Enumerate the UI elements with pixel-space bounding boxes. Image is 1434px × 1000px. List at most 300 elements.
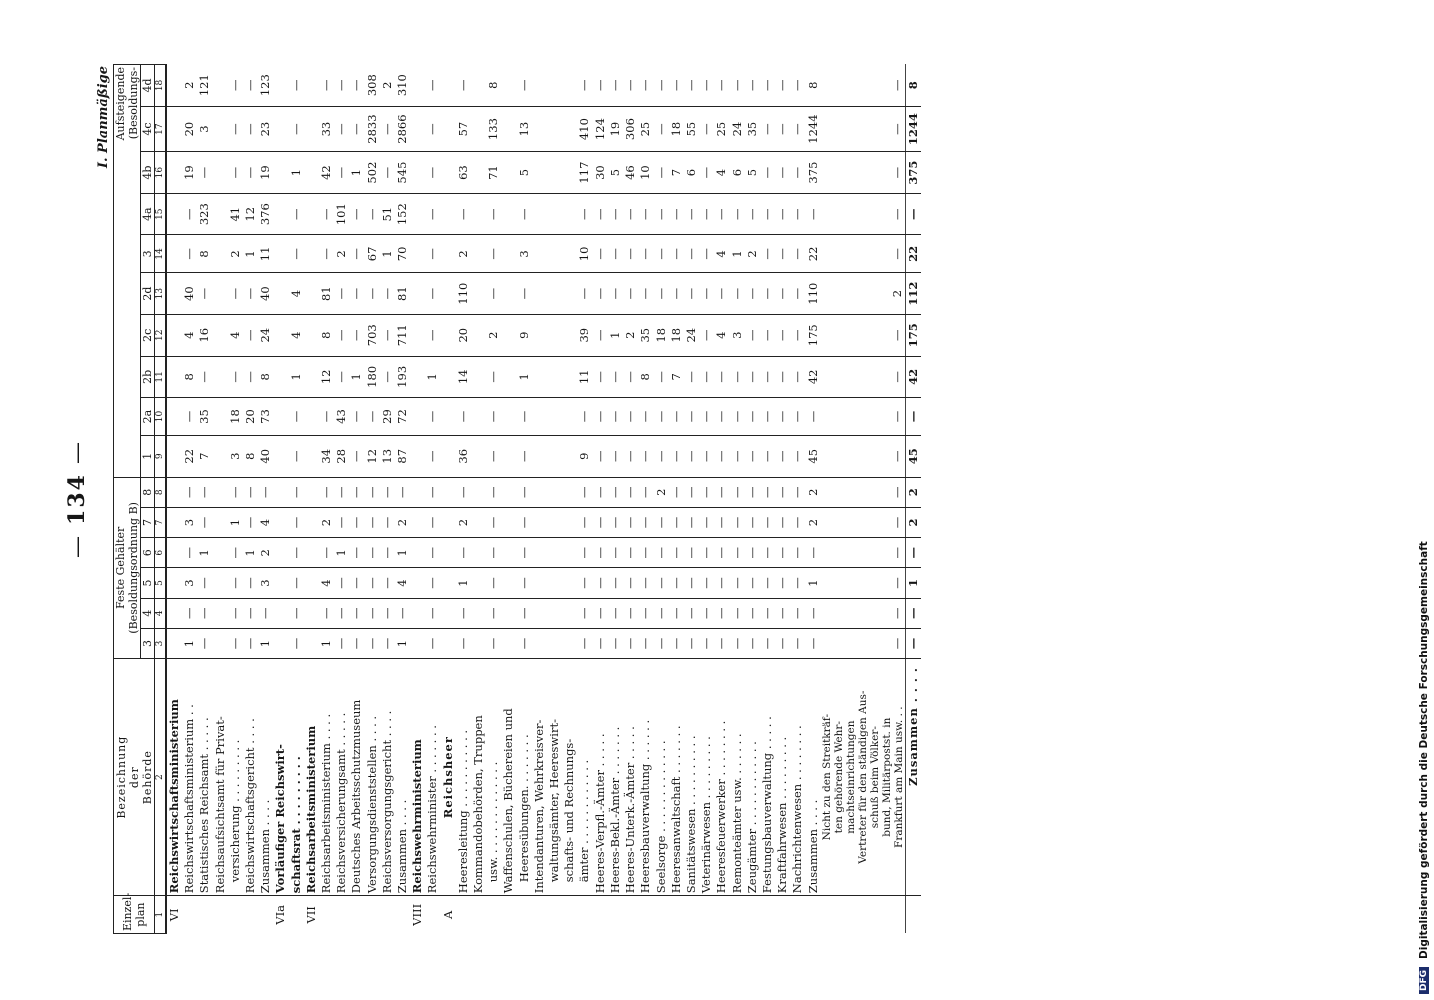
cell-value: — [821,314,906,356]
cell-value: — [334,628,349,658]
cell-value: — [684,568,699,598]
cell-value: 1 [334,538,349,568]
cell-value: 4 [319,568,334,598]
cell-value [501,398,516,436]
plan-number [228,896,243,934]
cell-value: 22 [182,435,197,477]
cell-value: — [273,598,303,628]
cell-value: — [623,193,638,235]
cell-value: 2 [380,65,395,107]
cell-value: — [654,273,669,315]
cell-value [166,538,182,568]
header-column-number: 11 [155,356,167,398]
cell-value: — [517,598,532,628]
cell-value: — [775,628,790,658]
authority-name: Remonteämter usw. . . . . . . [730,659,745,896]
cell-value: — [806,193,821,235]
cell-value [213,356,228,398]
cell-value: — [638,568,653,598]
cell-value: — [638,273,653,315]
plan-number [532,896,547,934]
table-row [182,65,197,934]
cell-value: — [684,477,699,507]
cell-value [441,598,456,628]
cell-value [471,273,486,315]
cell-value: — [623,507,638,537]
cell-value: — [699,235,714,273]
authority-name: Sanitätswesen . . . . . . . . . . [684,659,699,896]
cell-value: — [760,398,775,436]
cell-value: — [775,398,790,436]
cell-value: 101 [334,193,349,235]
cell-value: — [714,477,729,507]
cell-value [501,65,516,107]
cell-value [166,152,182,194]
cell-value: — [608,398,623,436]
cell-value: — [684,273,699,315]
cell-value: — [669,273,684,315]
cell-value: — [623,235,638,273]
header-grade: 3 [141,628,155,658]
cell-value: — [593,628,608,658]
header-grade: 2d [141,273,155,315]
cell-value: — [182,235,197,273]
authority-name: Reichswirtschaftsgericht . . . . [243,659,258,896]
cell-value [501,538,516,568]
cell-value [304,507,319,537]
cell-value: — [730,65,745,107]
cell-value: — [821,106,906,151]
cell-value [562,356,577,398]
cell-value: — [684,628,699,658]
cell-value: 124 [593,106,608,151]
cell-value: — [273,568,303,598]
cell-value: — [714,398,729,436]
cell-value: — [654,356,669,398]
cell-value [532,193,547,235]
cell-value [304,398,319,436]
cell-value: — [638,65,653,107]
cell-value [304,152,319,194]
cell-value: — [243,568,258,598]
cell-value [501,628,516,658]
cell-value: 1 [349,152,364,194]
header-column-number: 3 [155,628,167,658]
cell-value: — [577,273,592,315]
cell-value: — [638,628,653,658]
cell-value [501,435,516,477]
cell-value: — [745,435,760,477]
cell-value: — [699,193,714,235]
cell-value: 117 [577,152,592,194]
plan-number [486,896,501,934]
cell-value: 40 [258,273,273,315]
cell-value: — [790,356,805,398]
cell-value: — [684,598,699,628]
cell-value: 39 [577,314,592,356]
cell-value: 10 [638,152,653,194]
authority-name: Reichsarbeitsministerium [304,659,319,896]
cell-value: — [745,193,760,235]
plan-number [699,896,714,934]
cell-value: 3 [258,568,273,598]
authority-name: Heeres-Verpfl.-Ämter . . . . . [593,659,608,896]
cell-value: — [593,273,608,315]
cell-value [304,273,319,315]
cell-value: — [425,106,440,151]
cell-value: — [380,314,395,356]
authority-name: Kraftfahrwesen . . . . . . . . . [775,659,790,896]
cell-value [532,314,547,356]
cell-value: 3 [730,314,745,356]
header-grade: 4d [141,65,155,107]
cell-value: — [349,65,364,107]
cell-value: — [760,273,775,315]
cell-value: — [365,628,380,658]
cell-value [410,398,425,436]
cell-value: 33 [319,106,334,151]
cell-value [441,568,456,598]
table-row [905,65,921,934]
cell-value: — [425,507,440,537]
table-row [730,65,745,934]
cell-value [532,152,547,194]
cell-value [166,273,182,315]
personnel-table [113,64,921,934]
table-row [577,65,592,934]
table-row [228,65,243,934]
cell-value [562,106,577,151]
cell-value: — [273,398,303,436]
plan-number [243,896,258,934]
cell-value: 42 [806,356,821,398]
header-column-number: 8 [155,477,167,507]
cell-value: 40 [182,273,197,315]
cell-value: — [197,628,212,658]
table-row [654,65,669,934]
cell-value: — [577,398,592,436]
cell-value: — [197,598,212,628]
cell-value: — [821,568,906,598]
plan-number [182,896,197,934]
cell-value [166,193,182,235]
header-grade: 4 [141,598,155,628]
cell-value: 11 [258,235,273,273]
cell-value [471,435,486,477]
cell-value: — [623,598,638,628]
cell-value: — [790,235,805,273]
cell-value: 1 [243,538,258,568]
authority-name: Nachrichtenwesen . . . . . . . . [790,659,805,896]
cell-value: 73 [258,398,273,436]
cell-value: — [486,398,501,436]
cell-value: — [699,106,714,151]
cell-value: 8 [905,65,921,107]
cell-value [471,65,486,107]
cell-value: — [699,568,714,598]
cell-value: 22 [905,235,921,273]
cell-value: — [684,398,699,436]
cell-value: 1 [349,356,364,398]
cell-value [213,152,228,194]
cell-value: 4 [273,314,303,356]
cell-value: 45 [905,435,921,477]
cell-value: 2 [334,235,349,273]
header-column-number: 18 [155,65,167,107]
cell-value: 1 [319,628,334,658]
cell-value: — [365,598,380,628]
cell-value: — [790,538,805,568]
cell-value: 2 [623,314,638,356]
cell-value: — [699,314,714,356]
plan-number [760,896,775,934]
cell-value: — [638,235,653,273]
cell-value [562,435,577,477]
cell-value: — [456,193,471,235]
cell-value [166,398,182,436]
authority-name: Intendanturen, Wehrkreisver- [532,659,547,896]
header-column-number: 6 [155,538,167,568]
plan-number [258,896,273,934]
cell-value: — [319,538,334,568]
table-row [349,65,364,934]
cell-value [547,598,562,628]
cell-value: — [243,65,258,107]
cell-value: 2 [806,507,821,537]
cell-value: — [486,273,501,315]
cell-value: — [745,273,760,315]
cell-value: — [684,507,699,537]
cell-value: 2 [182,65,197,107]
cell-value: 1 [197,538,212,568]
cell-value: — [243,273,258,315]
plan-number [425,896,440,934]
cell-value: — [790,435,805,477]
cell-value: 10 [577,235,592,273]
cell-value: 1244 [905,106,921,151]
cell-value: — [182,398,197,436]
cell-value: 9 [517,314,532,356]
cell-value [471,598,486,628]
cell-value: — [699,356,714,398]
cell-value [501,507,516,537]
plan-number [593,896,608,934]
cell-value: 8 [638,356,653,398]
cell-value: — [760,65,775,107]
cell-value [441,435,456,477]
cell-value: — [593,568,608,598]
cell-value [166,628,182,658]
cell-value: — [745,598,760,628]
cell-value: — [745,398,760,436]
cell-value: 12 [319,356,334,398]
authority-name: Reichswehrministerium [410,659,425,896]
table-row [319,65,334,934]
authority-name: Heeresübungen. . . . . . . . [517,659,532,896]
cell-value [441,398,456,436]
cell-value: — [669,507,684,537]
cell-value [547,235,562,273]
cell-value: 306 [623,106,638,151]
cell-value: 4 [395,568,410,598]
cell-value [166,356,182,398]
cell-value: — [775,507,790,537]
cell-value: — [714,435,729,477]
cell-value: — [806,628,821,658]
cell-value [547,507,562,537]
cell-value: — [243,598,258,628]
cell-value: 4 [182,314,197,356]
cell-value: — [608,598,623,628]
table-row [699,65,714,934]
cell-value [532,568,547,598]
cell-value [304,106,319,151]
cell-value [547,477,562,507]
plan-number: VI [167,908,181,922]
cell-value [441,477,456,507]
cell-value: 4 [714,152,729,194]
cell-value: 20 [243,398,258,436]
cell-value [547,193,562,235]
cell-value: — [425,568,440,598]
cell-value [547,628,562,658]
cell-value: — [654,538,669,568]
cell-value: — [730,435,745,477]
cell-value [166,435,182,477]
table-row [532,65,547,934]
header-column-numbers [155,65,167,934]
cell-value: — [486,568,501,598]
cell-value: — [608,538,623,568]
table-row [410,65,425,934]
cell-value: — [669,628,684,658]
cell-value: — [699,538,714,568]
cell-value: — [699,65,714,107]
cell-value: 2833 [365,106,380,151]
cell-value: — [821,398,906,436]
cell-value: 1 [425,356,440,398]
cell-value: 40 [258,435,273,477]
cell-value: — [258,598,273,628]
cell-value: — [714,507,729,537]
cell-value: 51 [380,193,395,235]
cell-value: 3 [228,435,243,477]
cell-value: — [654,568,669,598]
cell-value [410,628,425,658]
cell-value: — [760,435,775,477]
table-row [456,65,471,934]
cell-value: — [425,314,440,356]
cell-value: — [349,538,364,568]
cell-value: — [714,356,729,398]
cell-value: 8 [319,314,334,356]
cell-value: 1 [182,628,197,658]
cell-value: — [319,398,334,436]
plan-number [821,896,906,934]
cell-value: — [775,356,790,398]
cell-value: — [228,477,243,507]
cell-value [213,65,228,107]
cell-value: 6 [684,152,699,194]
cell-value [304,314,319,356]
cell-value: — [425,398,440,436]
authority-name: Heeres-Bekl.-Ämter . . . . . . . [608,659,623,896]
cell-value [501,106,516,151]
cell-value: — [699,435,714,477]
cell-value: — [319,193,334,235]
table-row [821,65,906,934]
table-row [608,65,623,934]
plan-number [806,896,821,934]
header-grade: 8 [141,477,155,507]
cell-value: — [365,193,380,235]
cell-value: — [790,598,805,628]
cell-value: — [486,538,501,568]
plan-number [471,896,486,934]
cell-value: — [577,598,592,628]
cell-value: — [669,568,684,598]
cell-value [532,628,547,658]
cell-value [213,273,228,315]
cell-value: — [821,628,906,658]
cell-value: — [623,538,638,568]
cell-value: — [699,152,714,194]
cell-value: — [790,193,805,235]
cell-value: 2866 [395,106,410,151]
cell-value: — [517,65,532,107]
cell-value [410,106,425,151]
cell-value: — [273,65,303,107]
cell-value: — [821,598,906,628]
header-grade: 2b [141,356,155,398]
cell-value: — [790,628,805,658]
table-row [486,65,501,934]
cell-value [471,628,486,658]
cell-value: 3 [182,507,197,537]
cell-value: 7 [669,356,684,398]
cell-value: — [577,477,592,507]
cell-value: — [197,273,212,315]
cell-value: 1 [730,235,745,273]
authority-name: Heeres-Unterk.-Ämter . . . . . [623,659,638,896]
cell-value [532,538,547,568]
table-row [166,65,182,934]
cell-value: — [654,398,669,436]
cell-value: — [319,235,334,273]
cell-value [547,106,562,151]
cell-value: — [608,435,623,477]
cell-value [471,106,486,151]
cell-value: 1 [806,568,821,598]
cell-value: — [654,193,669,235]
authority-name: Zusammen . . . . [258,659,273,896]
cell-value: 3 [517,235,532,273]
cell-value: 1 [273,152,303,194]
page-content [64,64,921,934]
cell-value [547,435,562,477]
cell-value [441,106,456,151]
cell-value [532,65,547,107]
table-row [213,65,228,934]
cell-value: — [775,568,790,598]
authority-name: Waffenschulen, Büchereien und [501,659,516,896]
cell-value [213,193,228,235]
header-einzelplan: Einzel- plan [114,896,155,934]
cell-value: 1 [258,628,273,658]
cell-value: 35 [745,106,760,151]
cell-value: — [806,398,821,436]
cell-value: — [684,65,699,107]
